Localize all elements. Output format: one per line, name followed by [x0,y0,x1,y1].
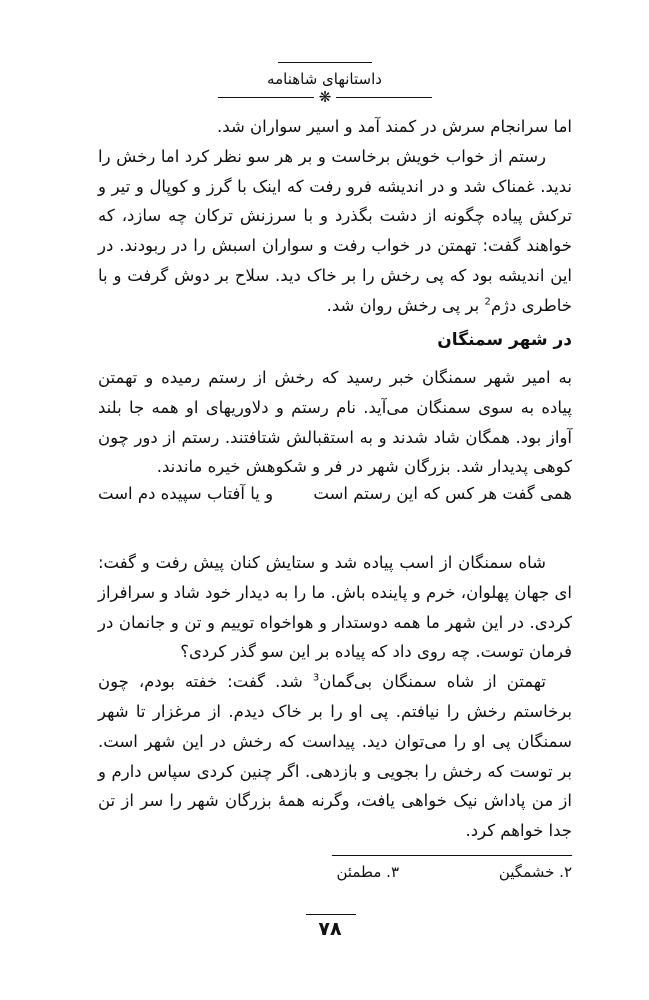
ornament-star-icon: ❋ [318,88,332,106]
paragraph-king-greets: شاه سمنگان از اسب پیاده شد و ستایش کنان پیش رفت و گفت: ای جهان پهلوان، خرم و پاینده باش. ما را به دیدار خود شاد و سرافراز کردی. در این شهر ما همه دوستدار و هواخواه توییم و تن و جانمان در فرمان توست. چه روی داد که پیاده بر این سو گذر کردی؟ [98,553,572,662]
paragraph-text-end: بر پی رخش روان شد. [326,295,485,315]
paragraph-text: تهمتن از شاه سمنگان بی‌گمان [319,672,546,692]
header-title: داستانهای شاهنامه [267,70,382,88]
footnote-ref-3: 3 [312,672,320,684]
paragraph-samangan-news: به امیر شهر سمنگان خبر رسید که رخش از رستم رمیده و تهمتن پیاده به سوی سمنگان می‌آید. نام رستم و دلاوریهای او همه جا بلند آواز بود. همگان شاد شدند و به استقبالش شتافتند. رستم از دور چون کوهی پدیدار شد. بزرگان شهر در فر و شکوهش خیره ماندند. [98,368,572,477]
header-rule-left [218,97,314,98]
footnote-rule [332,855,572,856]
paragraph-text: رستم از خواب خویش برخاست و بر هر سو نظر کرد اما رخش را ندید. غمناک شد و در اندیشه فرو رفت که اینک با گرز و کوپال و تیر و ترکش پیاده چگونه از دشت بگذرد و با سرزنش ترکان چه سازد، که خواهند گفت: تهمتن در خواب رفت و سواران اسبش را در ربودند. در این اندیشه بود که پی رخش را بر خاک دید. سلاح بر دوش گرفت و با خاطری دژم [98,146,572,315]
paragraph-text-end: شد. گفت: خفته بودم، چون برخاستم رخش را نیافتم. پی او را بر خاک دیدم. از مرغزار تا شهر سمنگان پی او را می‌توان دید. پیداست که رخش در این شهر است. بر توست که رخش را بجویی و بازدهی. اگر چنین کردی سپاس دارم و از من پاداش نیک خواهی یافت، وگرنه همهٔ بزرگان شهر را سر از تن جدا خواهم کرد. [98,672,572,841]
paragraph-rostam-replies [98,667,572,846]
footnote-ref-2: 2 [484,296,491,308]
header-top-rule [278,62,372,63]
verse-hemistich-1: همی گفت هر کس که این رستم است [313,484,572,503]
verse-couplet [98,484,572,514]
verse-hemistich-2: و یا آفتاب سپیده دم است [98,484,274,503]
header-rule-right [336,97,432,98]
section-heading: در شهر سمنگان [437,330,572,350]
text-block-king [98,548,572,846]
footnote-2: ۲. خشمگین [498,863,572,881]
footnote-3: ۳. مطمئن [336,863,399,881]
footnotes [98,863,572,887]
text-block-opening [98,112,572,321]
opening-line: اما سرانجام سرش در کمند آمد و اسیر سواران شد. [217,117,572,136]
page-number-rule [306,914,356,915]
running-header [0,62,649,112]
text-block-section [98,363,572,482]
page-number: ۷۸ [318,918,342,940]
paragraph-rostam-wakes [98,142,572,321]
